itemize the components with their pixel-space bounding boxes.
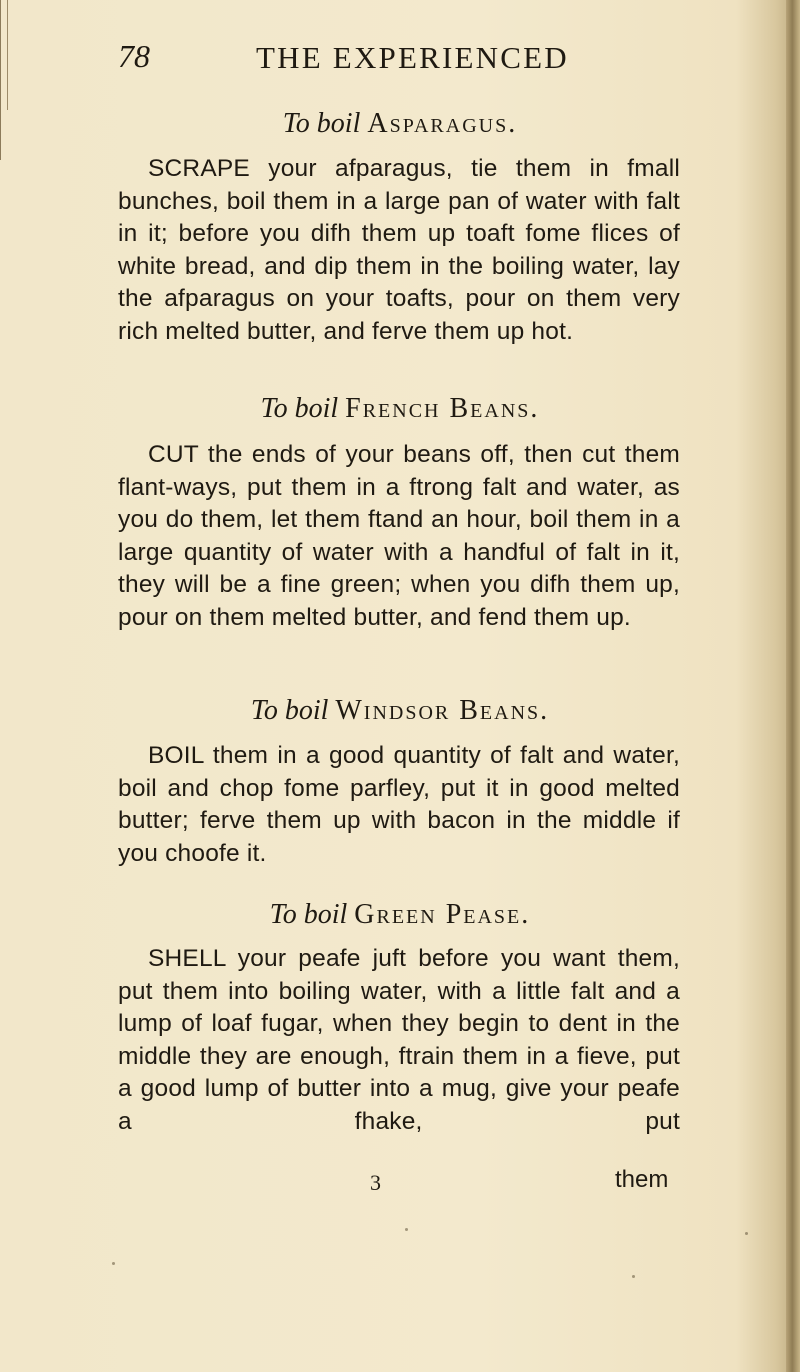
recipe-title-windsor-beans [0,695,800,727]
recipe-body-asparagus: SCRAPE your afparagus, tie them in fmall bunches, boil them in a large pan of water with falt in it; before you difh them up toaft fome flices of white bread, and dip them in the boiling water, lay the afparagus on your toafts, pour on them very rich melted butter, and ferve them up hot. [118,155,680,345]
running-head: THE EXPERIENCED [256,40,569,75]
paper-speck [632,1275,635,1278]
page-header [118,38,638,86]
recipe-title-subject: Green Pease. [354,899,531,930]
paper-speck [405,1228,408,1231]
recipe-title-prefix: To boil [282,108,361,139]
recipe-body-windsor-beans: BOIL them in a good quantity of falt and water, boil and chop fome parfley, put it in good melted butter; ferve them up with bacon in the middle if you choofe it. [118,742,680,867]
recipe-title-french-beans [0,393,800,425]
paper-speck [745,1232,748,1235]
recipe-title-prefix: To boil [269,899,348,930]
recipe-title-subject: French Beans. [345,393,540,424]
recipe-title-green-pease [0,899,800,931]
recipe-body-french-beans: CUT the ends of your beans off, then cut them flant-ways, put them in a ftrong falt and water, as you do them, let them ftand an hour, boil them in a large quantity of water with a handful of falt in it, they will be a fine green; when you difh them up, pour on them melted butter, and fend them up. [118,441,680,631]
recipe-title-prefix: To boil [250,695,329,726]
recipe-title-subject: Windsor Beans. [335,695,550,726]
recipe-title-prefix: To boil [260,393,339,424]
signature-mark: 3 [370,1170,381,1195]
catchword: them [615,1166,669,1193]
recipe-body-green-pease: SHELL your peafe juft before you want them, put them into boiling water, with a little falt and a lump of loaf fugar, when they begin to dent in the middle they are enough, ftrain them in a fieve, put a good lump of butter into a mug, give your peafe a fhake, put [118,945,680,1135]
paper-speck [112,1262,115,1265]
page-binding-edge [786,0,800,1372]
recipe-title-subject: Asparagus. [367,108,518,139]
recipe-title-asparagus [0,108,800,140]
page-number: 78 [118,38,150,74]
